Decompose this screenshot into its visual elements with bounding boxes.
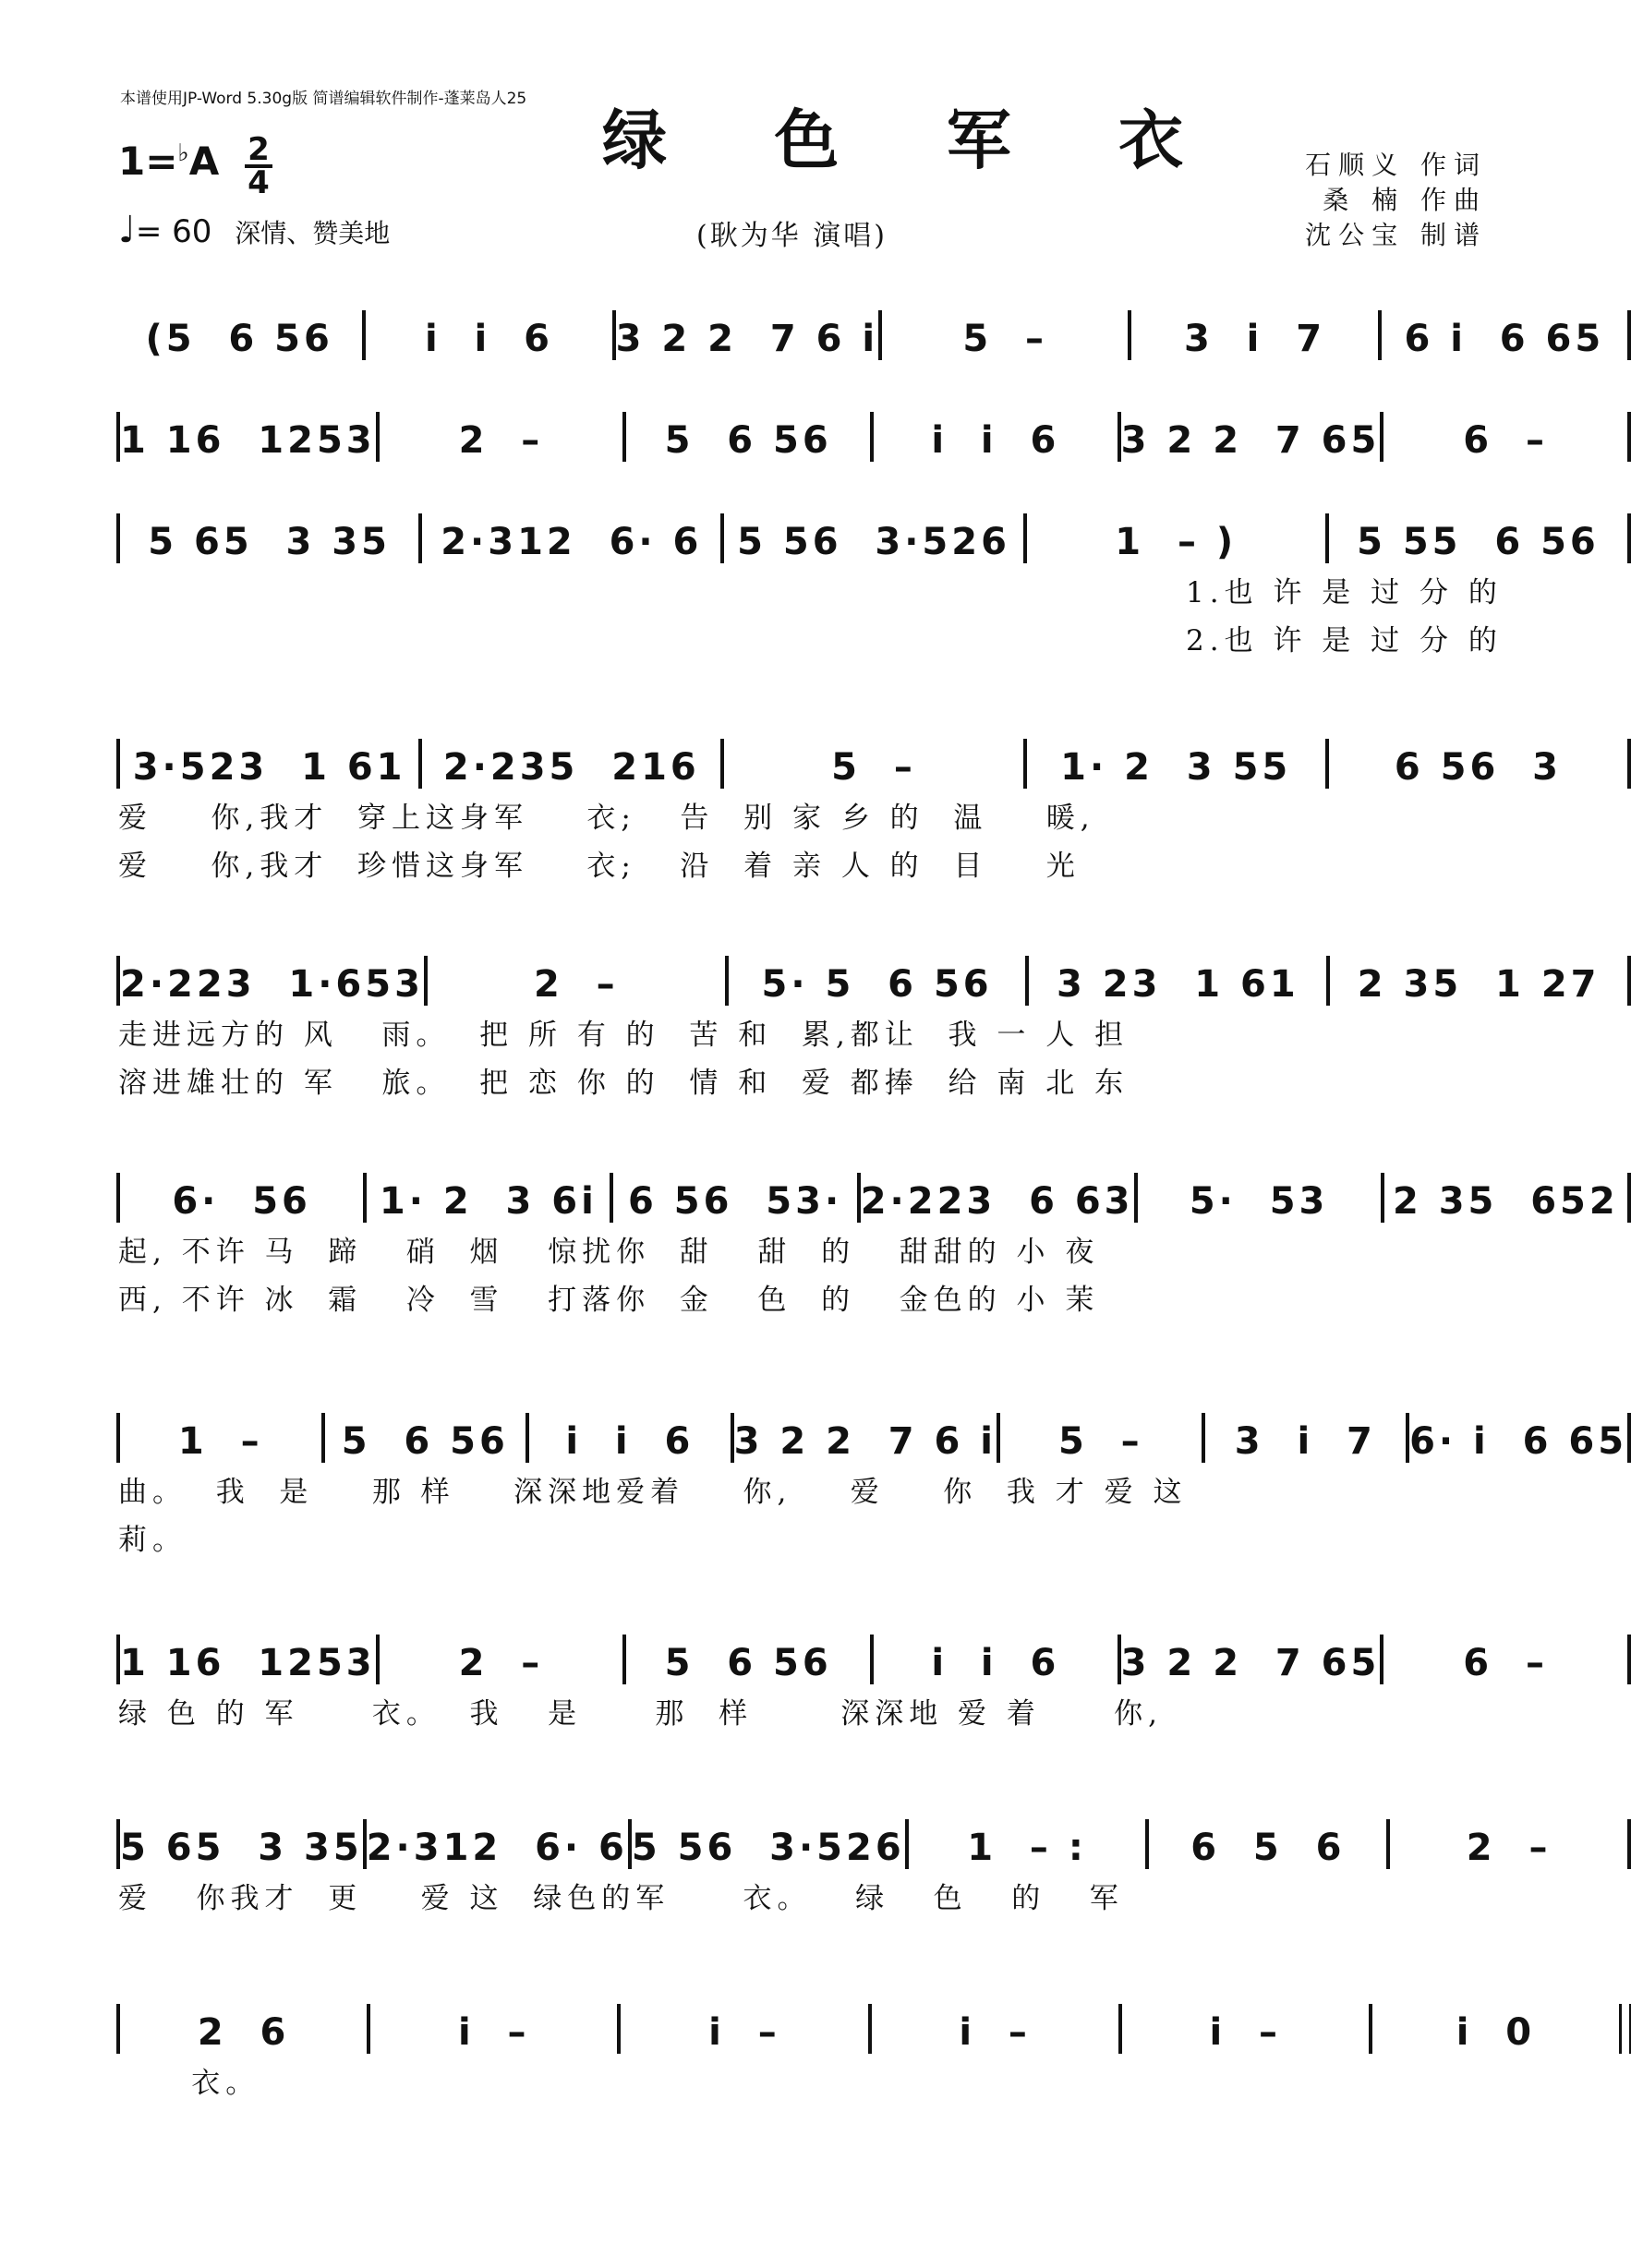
measure: 5 6 56 — [664, 1642, 832, 1684]
time-signature — [242, 131, 275, 201]
score-row — [116, 1635, 1631, 1684]
lyric-line: 爱 你,我才 穿上这身军 衣; 告 别 家 乡 的 温 暖, — [118, 802, 1095, 835]
measure: 5 56 3·526 — [737, 521, 1010, 563]
measure: 3 2 2 7 6 i — [733, 1420, 997, 1463]
measure: 5 – — [1057, 1420, 1143, 1463]
barline — [1627, 310, 1631, 360]
measure: 6 – — [1463, 419, 1548, 462]
lyric-line: 起, 不许 马 蹄 硝 烟 惊扰你 甜 甜 的 甜甜的 小 夜 — [118, 1236, 1100, 1269]
barline — [1627, 1819, 1631, 1869]
measure: 1 – — [177, 1420, 263, 1463]
measure: 6 56 53· — [628, 1180, 843, 1223]
measure: 2 – — [533, 963, 619, 1006]
measure: 5 – — [962, 318, 1048, 360]
lyric-line: 衣。 — [118, 2067, 260, 2100]
tempo-marking — [118, 209, 390, 251]
measure: 2·235 216 — [442, 746, 700, 789]
lyric-line: 爱 你,我才 珍惜这身军 衣; 沿 着 亲 人 的 目 光 — [118, 850, 1081, 883]
key-prefix: 1= — [118, 139, 178, 184]
barline — [1627, 513, 1631, 563]
measure: i – — [959, 2011, 1031, 2054]
measure: 5 65 3 35 — [120, 1827, 363, 1869]
measure: 3 i 7 — [1183, 318, 1326, 360]
score-row — [116, 1413, 1631, 1463]
score-row — [116, 310, 1631, 360]
measure: 6· i 6 65 — [1409, 1420, 1628, 1463]
score-row — [116, 412, 1631, 462]
measure: 5· 53 — [1189, 1180, 1329, 1223]
key-signature — [118, 139, 219, 184]
measure: 1· 2 3 55 — [1060, 746, 1292, 789]
measure: 3 23 1 61 — [1057, 963, 1299, 1006]
measure: 1 – ) — [1115, 521, 1238, 563]
measure: i i 6 — [931, 1642, 1060, 1684]
measure: 1 16 1253 — [120, 419, 376, 462]
tempo-value: = 60 — [135, 213, 212, 250]
time-denominator: 4 — [248, 164, 270, 201]
score-row — [116, 2004, 1631, 2054]
measure: i 0 — [1456, 2011, 1536, 2054]
measure: 3 2 2 7 65 — [1120, 419, 1381, 462]
score-row — [116, 956, 1631, 1006]
measure: 2 35 652 — [1392, 1180, 1619, 1223]
measure: 5 6 56 — [341, 1420, 509, 1463]
arranger-credit: 沈公宝 制谱 — [1305, 220, 1487, 250]
measure: 2·312 6· 6 — [366, 1827, 628, 1869]
measure: 5· 5 6 56 — [761, 963, 993, 1006]
barline — [1627, 1635, 1631, 1684]
barline — [1627, 956, 1631, 1006]
barline — [1619, 2004, 1631, 2054]
measure: i i 6 — [565, 1420, 695, 1463]
lyric-line: 1.也 许 是 过 分 的 — [1186, 576, 1503, 609]
composer-credit: 桑 楠 作曲 — [1323, 185, 1487, 215]
measure: 5 – — [831, 746, 916, 789]
measure: 5 55 6 56 — [1357, 521, 1600, 563]
measure: i – — [708, 2011, 780, 2054]
measure: 5 65 3 35 — [148, 521, 391, 563]
measure: 2 – — [458, 419, 544, 462]
measure: 6· 56 — [172, 1180, 311, 1223]
measure: 2 – — [1466, 1827, 1552, 1869]
performer-credit: (耿为华 演唱) — [696, 220, 888, 252]
measure: 1 16 1253 — [120, 1642, 376, 1684]
barline — [1627, 739, 1631, 789]
barline — [1627, 412, 1631, 462]
expression-mark: 深情、赞美地 — [235, 218, 391, 248]
measure: 2·223 6 63 — [860, 1180, 1134, 1223]
measure: 1· 2 3 6i — [379, 1180, 598, 1223]
measure: i i 6 — [424, 318, 553, 360]
time-numerator: 2 — [248, 131, 270, 168]
lyricist-credit: 石顺义 作词 — [1305, 150, 1487, 180]
score-row — [116, 1173, 1631, 1223]
measure: 3·523 1 61 — [132, 746, 406, 789]
quarter-note-icon: ♩ — [118, 209, 136, 251]
measure: i – — [457, 2011, 530, 2054]
measure: 2·223 1·653 — [120, 963, 424, 1006]
lyric-line: 走进远方的 风 雨。 把 所 有 的 苦 和 累,都让 我 一 人 担 — [118, 1019, 1130, 1052]
key-note: A — [188, 139, 220, 184]
score-row — [116, 513, 1631, 563]
lyric-line: 爱 你我才 更 爱 这 绿色的军 衣。 绿 色 的 军 — [118, 1882, 1124, 1915]
measure: 6 – — [1463, 1642, 1548, 1684]
flat-sign: ♭ — [177, 139, 189, 167]
lyric-line: 溶进雄壮的 军 旅。 把 恋 你 的 情 和 爱 都捧 给 南 北 东 — [118, 1067, 1130, 1100]
score-row — [116, 739, 1631, 789]
song-title: 绿 色 军 衣 — [602, 103, 1226, 178]
barline — [1627, 1413, 1631, 1463]
lyric-line: 曲。 我 是 那 样 深深地爱着 你, 爱 你 我 才 爱 这 — [118, 1476, 1188, 1509]
measure: 2 6 — [197, 2011, 290, 2054]
measure: 5 56 3·526 — [631, 1827, 905, 1869]
measure: i i 6 — [931, 419, 1060, 462]
software-credit: 本谱使用JP-Word 5.30g版 简谱编辑软件制作-蓬莱岛人25 — [120, 90, 527, 108]
measure: 2 35 1 27 — [1357, 963, 1601, 1006]
measure: 6 5 6 — [1190, 1827, 1346, 1869]
measure: 2·312 6· 6 — [441, 521, 703, 563]
measure: 3 i 7 — [1234, 1420, 1376, 1463]
lyric-line: 西, 不许 冰 霜 冷 雪 打落你 金 色 的 金色的 小 茉 — [118, 1284, 1100, 1317]
measure: 2 – — [458, 1642, 544, 1684]
measure: 3 2 2 7 6 i — [615, 318, 879, 360]
measure: i – — [1209, 2011, 1282, 2054]
measure: (5 6 56 — [145, 318, 333, 360]
lyric-line: 绿 色 的 军 衣。 我 是 那 样 深深地 爱 着 你, — [118, 1697, 1164, 1731]
credits-block — [1293, 148, 1487, 253]
measure: 5 6 56 — [664, 419, 832, 462]
lyric-line: 莉。 — [118, 1524, 187, 1557]
measure: 6 i 6 65 — [1404, 318, 1605, 360]
measure: 3 2 2 7 65 — [1120, 1642, 1381, 1684]
measure: 6 56 3 — [1394, 746, 1562, 789]
barline — [1627, 1173, 1631, 1223]
lyric-line: 2.也 许 是 过 分 的 — [1186, 624, 1503, 657]
score-row — [116, 1819, 1631, 1869]
measure: 1 – : — [967, 1827, 1087, 1869]
